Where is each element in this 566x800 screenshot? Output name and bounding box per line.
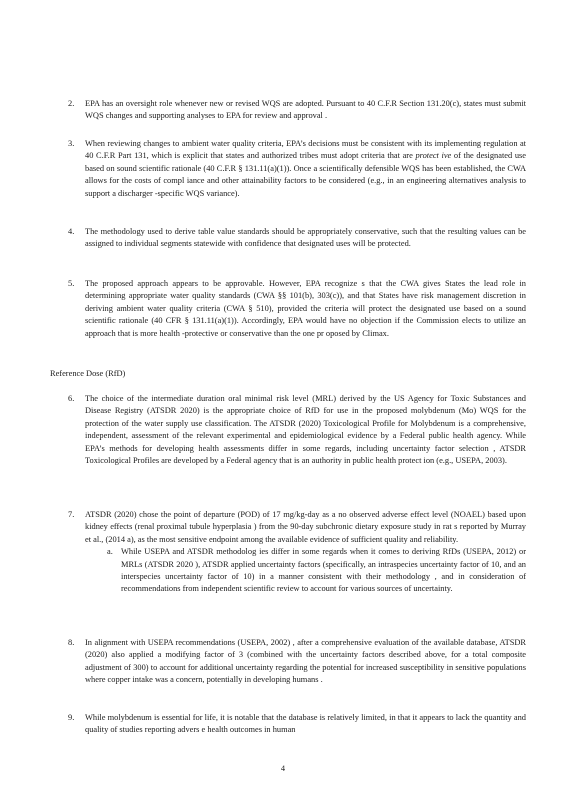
item-text: EPA has an oversight role whenever new or revised WQS are adopted. Pursuant to 40 C.F.R Section 131.20(c), states must submit WQS changes and supporting analyses to EPA for review and approval . xyxy=(85,99,526,121)
item-number: 8. xyxy=(68,638,75,647)
item-number: 5. xyxy=(68,279,75,288)
list-item xyxy=(68,712,526,737)
list-item xyxy=(68,393,526,467)
list-item xyxy=(68,278,526,340)
page-number: 4 xyxy=(280,764,286,773)
list-item xyxy=(68,98,526,123)
list-item xyxy=(68,637,526,687)
item-text: When reviewing changes to ambient water quality criteria, EPA’s decisions must be consistent with its implementing regulation at 40 C.F.R Part 131, which is explicit that states and authorized tribes must adopt criteria that are protect ive of the designated use based on sound scientific rationale (40 C.F.R § 131.11(a)(1)). Once a scientifically defensible WQS has been established, the CWA allows for the costs of compl iance and other attainability factors to be considered (e.g., in an engineering alternatives analysis to support a discharger -specific WQS variance). xyxy=(85,139,526,198)
item-number: 3. xyxy=(68,139,75,148)
sub-list-item xyxy=(107,546,526,596)
section-heading: Reference Dose (RfD) xyxy=(50,369,126,378)
list-item xyxy=(68,138,526,200)
item-text: ATSDR (2020) chose the point of departure (POD) of 17 mg/kg-day as a no observed adverse effect level (NOAEL) based upon kidney effects (renal proximal tubule hyperplasia ) from the 90-day subchronic dietary exposure study in rat s reported by Murray et al., (2014 a), as the most sensitive endpoint among the available evidence of sufficient quality and reliability. xyxy=(85,510,526,544)
sub-item-letter: a. xyxy=(107,547,113,557)
item-text: While molybdenum is essential for life, it is notable that the database is relatively limited, in that it appears to lack the quantity and quality of studies reporting advers e health outcomes in human xyxy=(85,713,526,735)
item-number: 6. xyxy=(68,394,75,403)
list-item xyxy=(68,509,526,596)
sub-item-text: While USEPA and ATSDR methodolog ies differ in some regards when it comes to deriving RfDs (USEPA, 2012) or MRLs (ATSDR 2020 ), ATSDR applied uncertainty factors (specifically, an intraspecies uncertainty factor of 10, and an interspecies uncertainty factor of 10) in a manner consistent with their methodology , and in consideration of recommendations from independent scientific review to account for various sources of uncertainty. xyxy=(121,547,526,594)
list-item xyxy=(68,226,526,251)
item-number: 4. xyxy=(68,227,75,236)
item-text: In alignment with USEPA recommendations (USEPA, 2002) , after a comprehensive evaluation of the available database, ATSDR (2020) also applied a modifying factor of 3 (combined with the uncertainty factors described above, for a total composite adjustment of 300) to account for additional uncertainty regarding the potential for increased susceptibility in sensitive populations where copper intake was a concern, potentially in developing humans . xyxy=(85,638,526,685)
item-number: 9. xyxy=(68,713,75,722)
item-text: The choice of the intermediate duration oral minimal risk level (MRL) derived by the US Agency for Toxic Substances and Disease Registry (ATSDR 2020) is the appropriate choice of RfD for use in the proposed molybdenum (Mo) WQS for the protection of the water supply use classification. The ATSDR (2020) Toxicological Profile for Molybdenum is a comprehensive, independent, assessment of the relevant experimental and epidemiological evidence by a Federal public health agency. While EPA’s methods for developing health assessments differ in some regards, including uncertainty factor selection , ATSDR Toxicological Profiles are developed by a Federal agency that is an authority in public health protect ion (e.g., USEPA, 2003). xyxy=(85,394,526,466)
item-text: The methodology used to derive table value standards should be appropriately conservative, such that the resulting values can be assigned to individual segments statewide with confidence that designated uses will be protected. xyxy=(85,227,526,249)
item-text: The proposed approach appears to be approvable. However, EPA recognize s that the CWA gives States the lead role in determining appropriate water quality standards (CWA §§ 101(b), 303(c)), and that States have risk management discretion in deriving ambient water quality criteria (CWA § 510), provided the criteria will protect the designated use based on a sound scientific rationale (40 CFR § 131.11(a)(1)). Accordingly, EPA would have no objection if the Commission elects to utilize an approach that is more health -protective or conservative than the one pr oposed by Climax. xyxy=(85,279,526,338)
item-number: 2. xyxy=(68,99,75,108)
item-number: 7. xyxy=(68,510,75,519)
